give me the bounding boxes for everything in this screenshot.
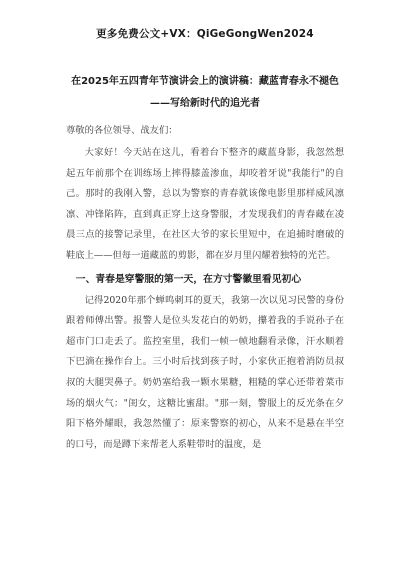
section-paragraph: 记得2020年那个蝉鸣刺耳的夏天，我第一次以见习民警的身份跟着师傅出警。报警人是位头发花白的奶奶，攥着我的手说孙子在超市门口走丢了。监控室里，我们一帧一帧地翻看录像，汗水顺着下巴滴在操作台上。三小时后找到孩子时，小家伙正抱着消防员叔叔的大腿哭鼻子。奶奶塞给我一颗水果糖，粗糙的掌心还带着菜市场的烟火气："闺女，这糖比蜜甜。"那一刻，警服上的反光条在夕阳下格外耀眼，我忽然懂了：原来警察的初心，从来不是悬在半空的口号，而是蹲下来帮老人系鞋带时的温度，是 xyxy=(66,294,344,450)
document-title: 在2025年五四青年节演讲会上的演讲稿：藏蓝青春永不褪色——写给新时代的追光者 xyxy=(71,76,339,109)
salutation: 尊敬的各位领导、战友们： xyxy=(66,125,178,136)
section-heading: 一、青春是穿警服的第一天，在方寸警徽里看见初心 xyxy=(75,273,302,285)
body-paragraph: 大家好！今天站在这儿，看着台下整齐的藏蓝身影，我忽然想起五年前那个在训练场上摔得膝盖渗血，却咬着牙说"我能行"的自己。那时的我刚入警，总以为警察的青春就该像电影里那样威风凛凛、冲锋陷阵，直到真正穿上这身警服，才发现我们的青春藏在凌晨三点的接警记录里，在社区大爷的家长里短中，在追捕时磨破的鞋底上——但每一道藏蓝的剪影，都在岁月里闪耀着独特的光芒。 xyxy=(66,147,344,261)
watermark-header: 更多免费公文+VX：QiGeGongWen2024 xyxy=(96,28,314,40)
